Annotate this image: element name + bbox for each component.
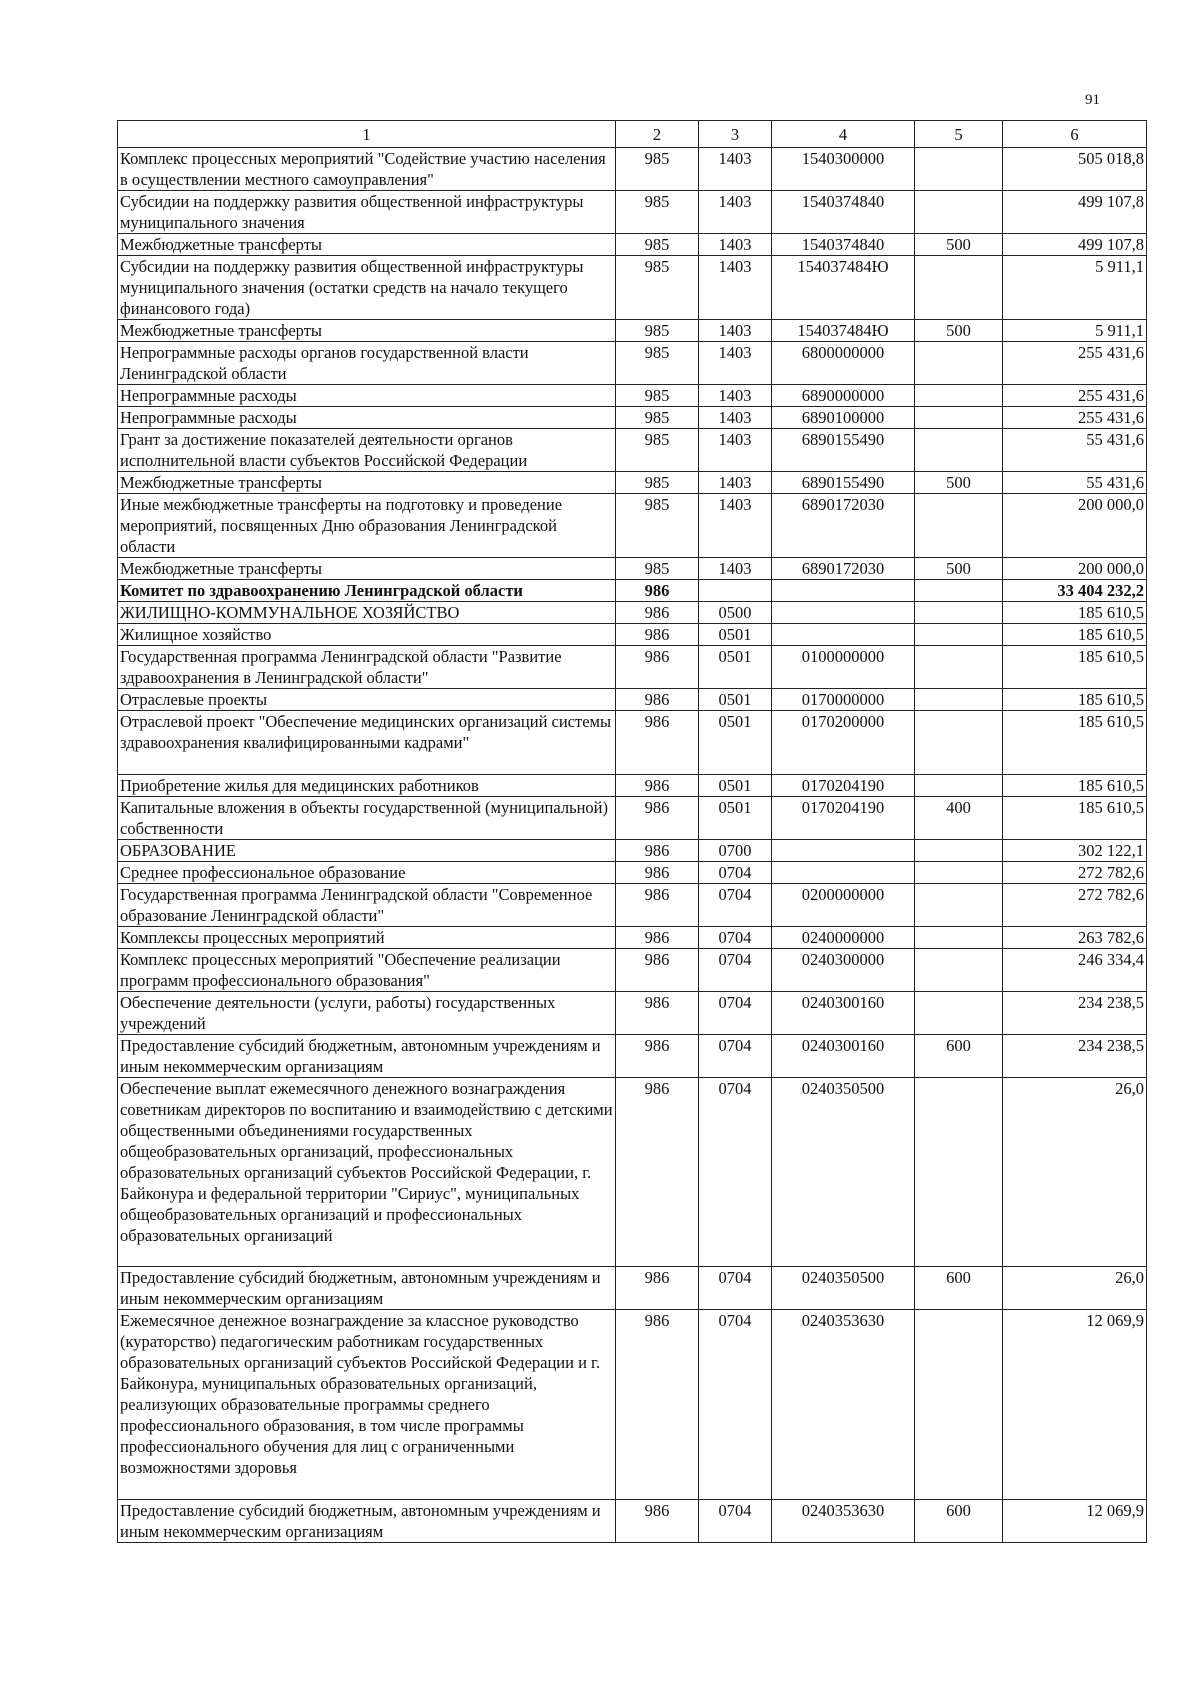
cell-amount: 255 431,6: [1003, 385, 1147, 407]
cell-amount: 263 782,6: [1003, 927, 1147, 949]
cell-target-code: 6890155490: [772, 472, 915, 494]
cell-admin-code: 986: [616, 689, 699, 711]
cell-admin-code: 986: [616, 862, 699, 884]
cell-target-code: 6890100000: [772, 407, 915, 429]
cell-expense-type: 500: [915, 472, 1003, 494]
table-row: [118, 646, 1147, 689]
cell-section-code: 1403: [699, 385, 772, 407]
cell-expense-type: [915, 927, 1003, 949]
cell-admin-code: 986: [616, 840, 699, 862]
cell-target-code: 0240350500: [772, 1078, 915, 1267]
cell-expense-type: [915, 342, 1003, 385]
table-row: [118, 191, 1147, 234]
header-row: [118, 121, 1147, 148]
cell-admin-code: 985: [616, 472, 699, 494]
cell-admin-code: 985: [616, 385, 699, 407]
cell-admin-code: 986: [616, 1078, 699, 1267]
cell-admin-code: 986: [616, 1267, 699, 1310]
cell-admin-code: 985: [616, 407, 699, 429]
table-body: [118, 148, 1147, 1543]
cell-amount: 12 069,9: [1003, 1500, 1147, 1543]
table-row: [118, 1035, 1147, 1078]
cell-target-code: 0240353630: [772, 1310, 915, 1500]
cell-name: Непрограммные расходы органов государственной власти Ленинградской области: [118, 342, 616, 385]
cell-expense-type: [915, 580, 1003, 602]
cell-admin-code: 986: [616, 646, 699, 689]
table-row: [118, 927, 1147, 949]
cell-section-code: 1403: [699, 407, 772, 429]
cell-section-code: 1403: [699, 429, 772, 472]
cell-target-code: 0240353630: [772, 1500, 915, 1543]
cell-section-code: 1403: [699, 558, 772, 580]
cell-target-code: 6890172030: [772, 558, 915, 580]
cell-admin-code: 985: [616, 234, 699, 256]
cell-section-code: 0501: [699, 711, 772, 775]
cell-name: Государственная программа Ленинградской области "Развитие здравоохранения в Ленинградской области": [118, 646, 616, 689]
header-col-amount: 6: [1003, 121, 1147, 148]
cell-admin-code: 986: [616, 884, 699, 927]
cell-section-code: 1403: [699, 320, 772, 342]
table-row: [118, 558, 1147, 580]
cell-name: Предоставление субсидий бюджетным, автономным учреждениям и иным некоммерческим организациям: [118, 1035, 616, 1078]
cell-expense-type: [915, 689, 1003, 711]
cell-target-code: 0170204190: [772, 775, 915, 797]
cell-section-code: 0704: [699, 1500, 772, 1543]
cell-amount: 200 000,0: [1003, 558, 1147, 580]
cell-name: Капитальные вложения в объекты государственной (муниципальной) собственности: [118, 797, 616, 840]
table-row: [118, 949, 1147, 992]
cell-name: Предоставление субсидий бюджетным, автономным учреждениям и иным некоммерческим организациям: [118, 1500, 616, 1543]
cell-section-code: 1403: [699, 472, 772, 494]
cell-amount: 185 610,5: [1003, 624, 1147, 646]
cell-amount: 499 107,8: [1003, 234, 1147, 256]
cell-amount: 505 018,8: [1003, 148, 1147, 191]
table-row: [118, 320, 1147, 342]
cell-name: Субсидии на поддержку развития общественной инфраструктуры муниципального значения: [118, 191, 616, 234]
cell-expense-type: [915, 711, 1003, 775]
header-col-name: 1: [118, 121, 616, 148]
cell-expense-type: [915, 256, 1003, 320]
cell-amount: 272 782,6: [1003, 862, 1147, 884]
table-row: [118, 624, 1147, 646]
table-row: [118, 256, 1147, 320]
cell-target-code: 0100000000: [772, 646, 915, 689]
cell-expense-type: [915, 884, 1003, 927]
cell-expense-type: 600: [915, 1500, 1003, 1543]
cell-target-code: 0240300000: [772, 949, 915, 992]
cell-admin-code: 985: [616, 429, 699, 472]
cell-name: ЖИЛИЩНО-КОММУНАЛЬНОЕ ХОЗЯЙСТВО: [118, 602, 616, 624]
table-row: [118, 148, 1147, 191]
cell-name: Отраслевой проект "Обеспечение медицинских организаций системы здравоохранения квалифицированными кадрами": [118, 711, 616, 775]
cell-amount: 185 610,5: [1003, 797, 1147, 840]
cell-target-code: 0170204190: [772, 797, 915, 840]
cell-expense-type: 400: [915, 797, 1003, 840]
table-row: [118, 602, 1147, 624]
cell-section-code: 1403: [699, 148, 772, 191]
cell-amount: 234 238,5: [1003, 992, 1147, 1035]
table-row: [118, 494, 1147, 558]
cell-target-code: [772, 624, 915, 646]
header-col-section: 3: [699, 121, 772, 148]
cell-amount: 185 610,5: [1003, 689, 1147, 711]
cell-name: Среднее профессиональное образование: [118, 862, 616, 884]
cell-admin-code: 985: [616, 558, 699, 580]
cell-expense-type: [915, 862, 1003, 884]
table-row: [118, 862, 1147, 884]
cell-admin-code: 986: [616, 1310, 699, 1500]
cell-admin-code: 986: [616, 711, 699, 775]
cell-amount: 200 000,0: [1003, 494, 1147, 558]
table-row: [118, 884, 1147, 927]
budget-table: [117, 120, 1147, 1543]
cell-amount: 26,0: [1003, 1078, 1147, 1267]
cell-section-code: 0704: [699, 884, 772, 927]
cell-section-code: 0704: [699, 949, 772, 992]
cell-expense-type: [915, 407, 1003, 429]
cell-target-code: 6800000000: [772, 342, 915, 385]
cell-amount: 255 431,6: [1003, 407, 1147, 429]
table-row: [118, 342, 1147, 385]
cell-section-code: 0501: [699, 797, 772, 840]
cell-amount: 55 431,6: [1003, 429, 1147, 472]
cell-name: Приобретение жилья для медицинских работников: [118, 775, 616, 797]
cell-section-code: 1403: [699, 256, 772, 320]
cell-section-code: 0704: [699, 1267, 772, 1310]
cell-name: Ежемесячное денежное вознаграждение за классное руководство (кураторство) педагогическим работникам государственных образовательных организаций субъектов Российской Федерации и г. Байконура, муниципальных образовательных организаций, реализующих образовательные программы среднего профессионального образования, в том числе программы профессионального обучения для лиц с ограниченными возможностями здоровья: [118, 1310, 616, 1500]
cell-section-code: 1403: [699, 191, 772, 234]
cell-name: Иные межбюджетные трансферты на подготовку и проведение мероприятий, посвященных Дню образования Ленинградской области: [118, 494, 616, 558]
cell-amount: 255 431,6: [1003, 342, 1147, 385]
cell-expense-type: 500: [915, 558, 1003, 580]
table-row: [118, 775, 1147, 797]
cell-section-code: 1403: [699, 342, 772, 385]
cell-name: Отраслевые проекты: [118, 689, 616, 711]
cell-section-code: 0704: [699, 927, 772, 949]
cell-amount: 272 782,6: [1003, 884, 1147, 927]
cell-admin-code: 986: [616, 797, 699, 840]
cell-admin-code: 986: [616, 949, 699, 992]
cell-expense-type: 500: [915, 234, 1003, 256]
cell-admin-code: 985: [616, 320, 699, 342]
header-col-type: 5: [915, 121, 1003, 148]
cell-section-code: 0501: [699, 689, 772, 711]
cell-target-code: 0240300160: [772, 992, 915, 1035]
cell-section-code: 0700: [699, 840, 772, 862]
cell-name: Межбюджетные трансферты: [118, 472, 616, 494]
cell-admin-code: 986: [616, 1500, 699, 1543]
cell-target-code: 0200000000: [772, 884, 915, 927]
cell-admin-code: 986: [616, 580, 699, 602]
cell-expense-type: 600: [915, 1035, 1003, 1078]
cell-target-code: 0240300160: [772, 1035, 915, 1078]
cell-expense-type: [915, 385, 1003, 407]
table-row: [118, 385, 1147, 407]
cell-amount: 55 431,6: [1003, 472, 1147, 494]
table-row: [118, 711, 1147, 775]
cell-name: Государственная программа Ленинградской области "Современное образование Ленинградской области": [118, 884, 616, 927]
cell-target-code: [772, 580, 915, 602]
cell-name: Жилищное хозяйство: [118, 624, 616, 646]
cell-admin-code: 985: [616, 148, 699, 191]
cell-name: Межбюджетные трансферты: [118, 558, 616, 580]
table-row: [118, 234, 1147, 256]
table-row: [118, 1500, 1147, 1543]
cell-amount: 302 122,1: [1003, 840, 1147, 862]
cell-name: Комплекс процессных мероприятий "Обеспечение реализации программ профессионального образования": [118, 949, 616, 992]
table-row: [118, 797, 1147, 840]
cell-name: Обеспечение деятельности (услуги, работы) государственных учреждений: [118, 992, 616, 1035]
cell-expense-type: [915, 494, 1003, 558]
cell-section-code: 1403: [699, 234, 772, 256]
cell-name: Комитет по здравоохранению Ленинградской области: [118, 580, 616, 602]
table-row: [118, 407, 1147, 429]
cell-amount: 185 610,5: [1003, 646, 1147, 689]
cell-amount: 5 911,1: [1003, 256, 1147, 320]
cell-expense-type: [915, 624, 1003, 646]
cell-expense-type: [915, 775, 1003, 797]
cell-admin-code: 986: [616, 927, 699, 949]
cell-expense-type: [915, 992, 1003, 1035]
cell-target-code: 0240000000: [772, 927, 915, 949]
table-row: [118, 1078, 1147, 1267]
cell-admin-code: 985: [616, 494, 699, 558]
cell-amount: 246 334,4: [1003, 949, 1147, 992]
cell-section-code: 0704: [699, 862, 772, 884]
cell-section-code: 0704: [699, 1310, 772, 1500]
header-col-admin: 2: [616, 121, 699, 148]
cell-name: Предоставление субсидий бюджетным, автономным учреждениям и иным некоммерческим организациям: [118, 1267, 616, 1310]
cell-section-code: 0501: [699, 624, 772, 646]
table-row: [118, 580, 1147, 602]
cell-section-code: 0704: [699, 992, 772, 1035]
cell-name: Комплексы процессных мероприятий: [118, 927, 616, 949]
cell-expense-type: 500: [915, 320, 1003, 342]
cell-section-code: 1403: [699, 494, 772, 558]
cell-expense-type: [915, 191, 1003, 234]
cell-admin-code: 986: [616, 1035, 699, 1078]
cell-target-code: 1540374840: [772, 191, 915, 234]
cell-target-code: 0240350500: [772, 1267, 915, 1310]
cell-target-code: 6890000000: [772, 385, 915, 407]
cell-name: Обеспечение выплат ежемесячного денежного вознаграждения советникам директоров по воспитанию и взаимодействию с детскими общественными объединениями государственных общеобразовательных организаций, профессиональных образовательных организаций субъектов Российской Федерации, г. Байконура и федеральной территории "Сириус", муниципальных общеобразовательных организаций и профессиональных образовательных организаций: [118, 1078, 616, 1267]
table-row: [118, 689, 1147, 711]
cell-name: Комплекс процессных мероприятий "Содействие участию населения в осуществлении местного самоуправления": [118, 148, 616, 191]
cell-admin-code: 985: [616, 256, 699, 320]
cell-name: Непрограммные расходы: [118, 407, 616, 429]
cell-target-code: 6890172030: [772, 494, 915, 558]
cell-admin-code: 985: [616, 191, 699, 234]
cell-name: Межбюджетные трансферты: [118, 320, 616, 342]
cell-admin-code: 986: [616, 624, 699, 646]
page-number: 91: [1085, 92, 1100, 108]
cell-target-code: 0170000000: [772, 689, 915, 711]
cell-amount: 33 404 232,2: [1003, 580, 1147, 602]
cell-name: Грант за достижение показателей деятельности органов исполнительной власти субъектов Российской Федерации: [118, 429, 616, 472]
cell-expense-type: [915, 840, 1003, 862]
cell-section-code: [699, 580, 772, 602]
cell-target-code: [772, 862, 915, 884]
cell-admin-code: 986: [616, 602, 699, 624]
cell-target-code: 6890155490: [772, 429, 915, 472]
cell-expense-type: [915, 949, 1003, 992]
cell-section-code: 0501: [699, 775, 772, 797]
cell-section-code: 0704: [699, 1035, 772, 1078]
cell-amount: 12 069,9: [1003, 1310, 1147, 1500]
cell-target-code: 1540374840: [772, 234, 915, 256]
cell-amount: 26,0: [1003, 1267, 1147, 1310]
table-row: [118, 1310, 1147, 1500]
table-row: [118, 840, 1147, 862]
cell-amount: 185 610,5: [1003, 711, 1147, 775]
cell-expense-type: [915, 602, 1003, 624]
cell-target-code: 154037484Ю: [772, 320, 915, 342]
cell-amount: 185 610,5: [1003, 775, 1147, 797]
cell-expense-type: [915, 429, 1003, 472]
cell-target-code: 0170200000: [772, 711, 915, 775]
table-row: [118, 992, 1147, 1035]
cell-admin-code: 986: [616, 775, 699, 797]
cell-target-code: [772, 602, 915, 624]
cell-name: ОБРАЗОВАНИЕ: [118, 840, 616, 862]
cell-name: Непрограммные расходы: [118, 385, 616, 407]
cell-expense-type: [915, 646, 1003, 689]
cell-amount: 234 238,5: [1003, 1035, 1147, 1078]
cell-amount: 499 107,8: [1003, 191, 1147, 234]
cell-name: Субсидии на поддержку развития общественной инфраструктуры муниципального значения (остатки средств на начало текущего финансового года): [118, 256, 616, 320]
cell-amount: 5 911,1: [1003, 320, 1147, 342]
cell-expense-type: [915, 148, 1003, 191]
header-col-target: 4: [772, 121, 915, 148]
cell-expense-type: [915, 1078, 1003, 1267]
cell-expense-type: 600: [915, 1267, 1003, 1310]
cell-expense-type: [915, 1310, 1003, 1500]
cell-target-code: 1540300000: [772, 148, 915, 191]
cell-name: Межбюджетные трансферты: [118, 234, 616, 256]
cell-amount: 185 610,5: [1003, 602, 1147, 624]
cell-admin-code: 986: [616, 992, 699, 1035]
cell-section-code: 0501: [699, 646, 772, 689]
table-row: [118, 429, 1147, 472]
table-row: [118, 472, 1147, 494]
cell-admin-code: 985: [616, 342, 699, 385]
cell-target-code: [772, 840, 915, 862]
cell-section-code: 0500: [699, 602, 772, 624]
cell-section-code: 0704: [699, 1078, 772, 1267]
table-row: [118, 1267, 1147, 1310]
cell-target-code: 154037484Ю: [772, 256, 915, 320]
